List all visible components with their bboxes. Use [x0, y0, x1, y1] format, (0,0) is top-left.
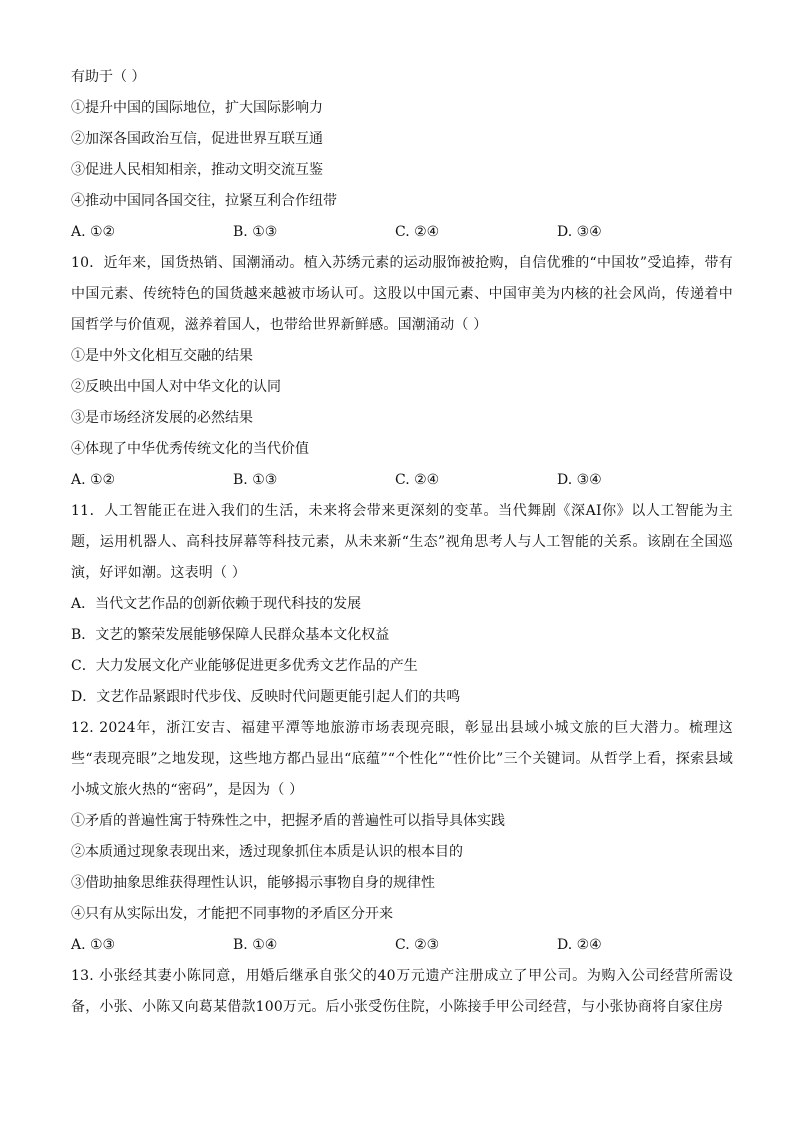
q11-choice-b: B．文艺的繁荣发展能够保障人民群众基本文化权益: [71, 627, 390, 643]
q9-option-d: D. ③④: [557, 224, 602, 240]
q12-statement-2: ②本质通过现象表现出来，透过现象抓住本质是认识的根本目的: [71, 844, 463, 860]
page-content: [71, 62, 733, 1023]
q12-options: [71, 930, 733, 961]
q12-option-a: A. ①③: [71, 937, 116, 953]
q10-option-d: D. ③④: [557, 472, 602, 488]
q11-stem: 11．人工智能正在进入我们的生活，未来将会带来更深刻的变革。当代舞剧《深AI你》以人工智能为主题，运用机器人、高科技屏幕等科技元素，从未来新“生态”视角思考人与人工智能的关系。该剧在全国巡演，好评如潮。这表明（ ）: [71, 503, 733, 581]
q9-stem-tail: 有助于（ ）: [71, 69, 146, 85]
q10-options: [71, 465, 733, 496]
q10-option-c: C. ②④: [395, 472, 440, 488]
q10-statement-4: ④体现了中华优秀传统文化的当代价值: [71, 441, 309, 457]
q9-statement-3: ③促进人民相知相亲，推动文明交流互鉴: [71, 162, 323, 178]
q13-stem: 13. 小张经其妻小陈同意，用婚后继承自张父的40万元遗产注册成立了甲公司。为购入公司经营所需设备，小张、小陈又向葛某借款100万元。后小张受伤住院，小陈接手甲公司经营，与小张协商将自家住房: [71, 968, 733, 1015]
q9-option-c: C. ②④: [395, 224, 440, 240]
q12-statement-3: ③借助抽象思维获得理性认识，能够揭示事物自身的规律性: [71, 875, 435, 891]
q12-option-b: B. ①④: [233, 937, 278, 953]
q10-stem: 10．近年来，国货热销、国潮涌动。植入苏绣元素的运动服饰被抢购，自信优雅的“中国妆”受追捧，带有中国元素、传统特色的国货越来越被市场认可。这股以中国元素、中国审美为内核的社会风尚，传递着中国哲学与价值观，滋养着国人，也带给世界新鲜感。国潮涌动（ ）: [71, 255, 733, 333]
q12-statement-1: ①矛盾的普遍性寓于特殊性之中，把握矛盾的普遍性可以指导具体实践: [71, 813, 505, 829]
q10-statement-2: ②反映出中国人对中华文化的认同: [71, 379, 281, 395]
q10-option-b: B. ①③: [233, 472, 278, 488]
q12-statement-4: ④只有从实际出发，才能把不同事物的矛盾区分开来: [71, 906, 393, 922]
q9-statement-2: ②加深各国政治互信，促进世界互联互通: [71, 131, 323, 147]
q12-option-c: C. ②③: [395, 937, 440, 953]
q12-option-d: D. ②④: [557, 937, 602, 953]
q11-choice-d: D．文艺作品紧跟时代步伐、反映时代问题更能引起人们的共鸣: [71, 689, 461, 705]
q10-statement-1: ①是中外文化相互交融的结果: [71, 348, 253, 364]
q12-stem: 12. 2024年，浙江安吉、福建平潭等地旅游市场表现亮眼，彰显出县域小城文旅的巨大潜力。梳理这些“表现亮眼”之地发现，这些地方都凸显出“底蕴”“个性化”“性价比”三个关键词。从哲学上看，探索县域小城文旅火热的“密码”，是因为（ ）: [71, 720, 733, 798]
q11-choice-a: A．当代文艺作品的创新依赖于现代科技的发展: [71, 596, 362, 612]
q9-statement-1: ①提升中国的国际地位，扩大国际影响力: [71, 100, 323, 116]
q9-statement-4: ④推动中国同各国交往，拉紧互利合作纽带: [71, 193, 337, 209]
q9-options: [71, 217, 733, 248]
q11-choice-c: C．大力发展文化产业能够促进更多优秀文艺作品的产生: [71, 658, 418, 674]
q10-statement-3: ③是市场经济发展的必然结果: [71, 410, 253, 426]
q9-option-a: A. ①②: [71, 224, 116, 240]
q9-option-b: B. ①③: [233, 224, 278, 240]
q10-option-a: A. ①②: [71, 472, 116, 488]
